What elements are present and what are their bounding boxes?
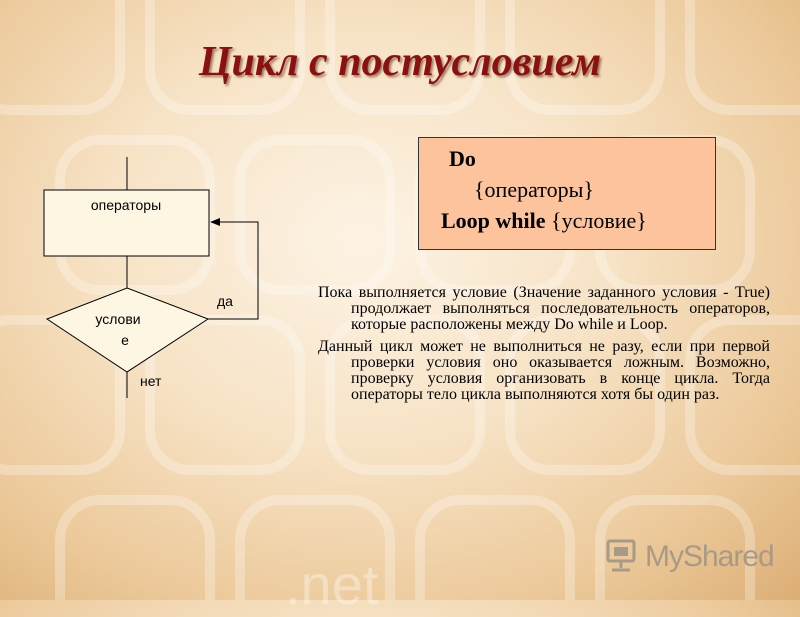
logo-text: MyShared [645,540,774,573]
no-label: нет [140,373,162,389]
code-box [418,137,716,250]
myshared-logo [605,536,775,576]
description [318,285,770,409]
operators-label: операторы [90,197,162,213]
net-watermark: .net [285,553,379,616]
code-line-loop-while [441,208,647,234]
code-line-operators: {операторы} [474,177,594,202]
code-line-do: Do [449,146,476,171]
condition-label-line1: услови [95,311,141,327]
description-paragraph-1: Пока выполняется условие (Значение заданного условия - True) продолжает выполняться последовательность операторов, которые расположены между Do while и Loop. [318,284,770,333]
slide-title: Цикл с постусловием [198,39,602,85]
description-paragraph-2: Данный цикл может не выполниться не разу, если при первой проверки условия оно оказывается ложным. Возможно, проверку условия организовать в конце цикла. Тогда операторы тело цикла выполняются хотя бы один раз. [318,338,770,403]
condition-label-line2: е [121,332,129,348]
code-keyword-loop-while: Loop while [441,208,546,233]
logo-icon [605,538,639,574]
yes-label: да [217,293,233,309]
condition-diamond [47,288,208,372]
code-condition: {условие} [545,208,647,233]
loop-back-arrow [208,222,258,319]
